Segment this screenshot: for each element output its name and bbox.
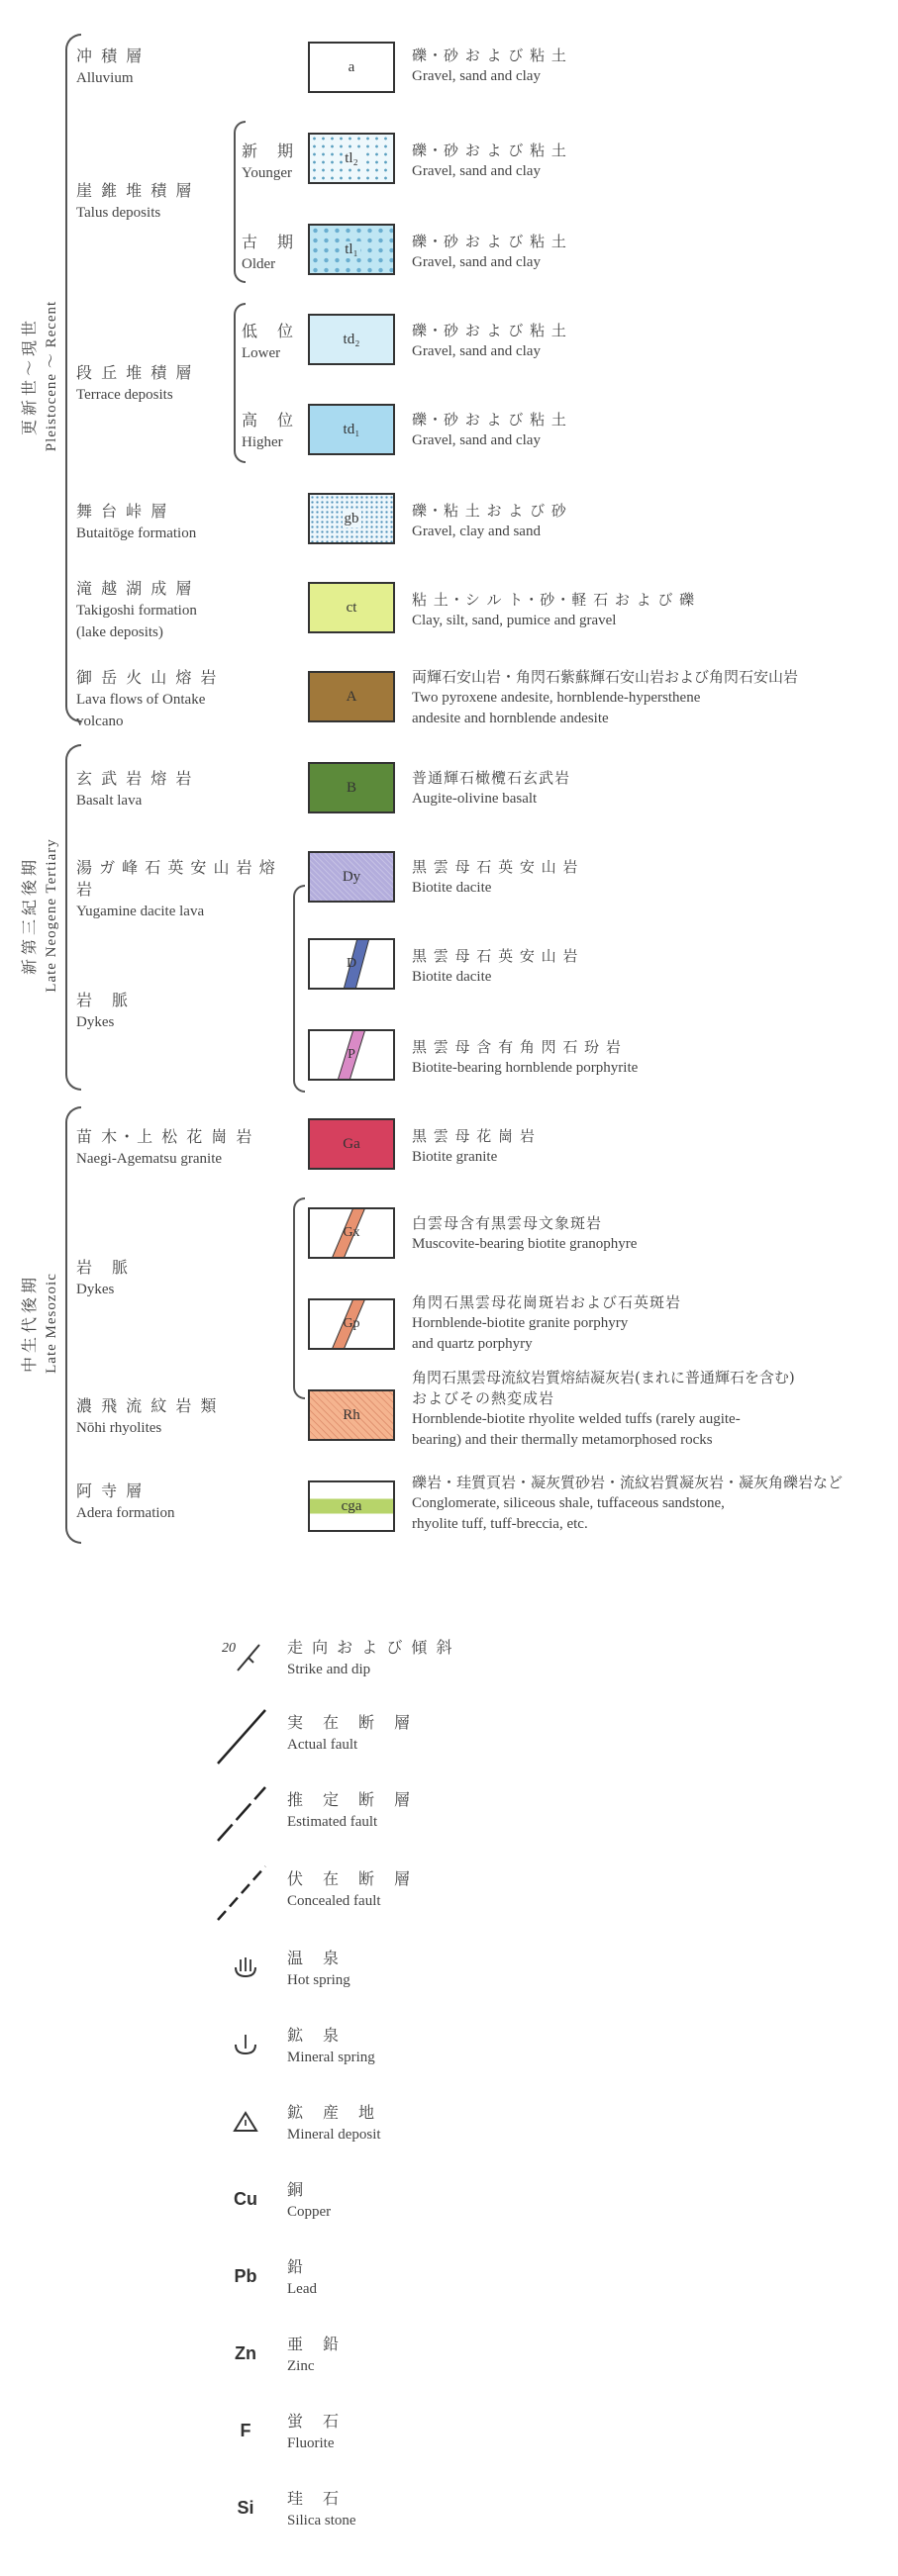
unit-symbol: a	[348, 58, 355, 75]
actual-fault-icon	[212, 1704, 271, 1767]
symbol-f-desc	[287, 2411, 341, 2454]
unit-basalt-name	[76, 768, 294, 811]
unit-en: Dykes	[76, 1014, 115, 1030]
sub-lower	[242, 321, 301, 364]
symbol-hot-desc	[287, 1948, 350, 1991]
sub-jp: 新 期	[242, 142, 296, 160]
symbol-en: Fluorite	[287, 2435, 335, 2451]
unit-terrace-higher-desc	[412, 410, 887, 451]
dyke-p-box	[308, 1029, 395, 1081]
unit-ontake-name	[76, 667, 294, 732]
unit-dykes-neogene-name	[76, 990, 294, 1033]
dip-value: 20	[222, 1641, 236, 1656]
era-en: Pleistocene ～ Recent	[44, 300, 59, 452]
unit-talus-older-desc	[412, 232, 887, 273]
symbol-jp: 亜 鉛	[287, 2335, 342, 2353]
desc-jp: 礫・砂 お よ び 粘 土	[412, 47, 567, 64]
desc-en: Muscovite-bearing biotite granophyre	[412, 1236, 638, 1252]
symbol-en: Actual fault	[287, 1737, 358, 1753]
unit-nohi-desc	[412, 1368, 887, 1451]
desc-en2: and quartz porphyry	[412, 1336, 533, 1352]
desc-jp: 普通輝石橄欖石玄武岩	[412, 769, 571, 787]
unit-symbol: D	[346, 956, 357, 971]
unit-alluvium-desc	[412, 46, 887, 87]
desc-en: Gravel, sand and clay	[412, 343, 541, 359]
unit-symbol: Ga	[343, 1135, 360, 1152]
era-label-neogene	[19, 838, 62, 992]
desc-en: Biotite dacite	[412, 880, 492, 896]
dyke-gx-box	[308, 1207, 395, 1259]
dyke-d-desc	[412, 946, 887, 988]
unit-naegi-box	[308, 1118, 395, 1170]
symbol-jp: 推 定 断 層	[287, 1790, 413, 1809]
symbol-deposit-desc	[287, 2102, 381, 2146]
unit-en: Adera formation	[76, 1505, 175, 1521]
zinc-symbol: Zn	[235, 2342, 256, 2363]
unit-talus-younger-desc	[412, 141, 887, 182]
sub-jp: 高 位	[242, 411, 296, 429]
desc-en: Hornblende-biotite rhyolite welded tuffs (rarely augite-	[412, 1411, 741, 1427]
sub-en: Lower	[242, 345, 281, 361]
desc-jp: 黒 雲 母 石 英 安 山 岩	[412, 947, 579, 965]
desc-en: Gravel, sand and clay	[412, 68, 541, 84]
desc-jp: 黒 雲 母 石 英 安 山 岩	[412, 858, 579, 876]
unit-basalt-desc	[412, 768, 887, 810]
desc-jp: 粘 土・シ ル ト・砂・軽 石 お よ び 礫	[412, 591, 696, 609]
unit-talus-older-box	[308, 224, 395, 275]
unit-symbol: td₁	[343, 421, 360, 437]
unit-symbol: Gx	[343, 1225, 360, 1240]
unit-butaitoge-box	[308, 493, 395, 544]
unit-symbol: tl₂	[345, 149, 358, 166]
unit-symbol: A	[346, 688, 357, 705]
desc-jp: 両輝石安山岩・角閃石紫蘇輝石安山岩および角閃石安山岩	[412, 668, 799, 686]
unit-naegi-name	[76, 1126, 294, 1170]
unit-jp: 段 丘 堆 積 層	[76, 363, 194, 382]
symbol-jp: 銅	[287, 2180, 306, 2199]
unit-basalt-box	[308, 762, 395, 813]
strike-dip-icon	[216, 1637, 275, 1676]
unit-alluvium-name	[76, 46, 294, 89]
fluorite-symbol: F	[240, 2420, 251, 2440]
unit-jp: 岩 脈	[76, 1258, 131, 1277]
symbol-jp: 走 向 お よ び 傾 斜	[287, 1638, 454, 1657]
estimated-fault-icon	[212, 1781, 271, 1845]
symbol-strike-desc	[287, 1637, 454, 1680]
desc-en: Clay, silt, sand, pumice and gravel	[412, 613, 617, 628]
unit-en: Butaitōge formation	[76, 525, 197, 541]
unit-en: Takigoshi formation	[76, 603, 197, 619]
unit-butaitoge-name	[76, 501, 294, 544]
unit-terrace-lower-box	[308, 314, 395, 365]
era-jp: 更新世～現世	[20, 317, 39, 436]
sub-brace-dykes-neogene	[293, 885, 305, 1093]
desc-en: Gravel, sand and clay	[412, 163, 541, 179]
unit-takigoshi-box	[308, 582, 395, 633]
unit-butaitoge-desc	[412, 501, 887, 542]
unit-jp: 岩 脈	[76, 991, 131, 1009]
unit-symbol: Dy	[342, 868, 361, 885]
symbol-jp: 鉱 産 地	[287, 2103, 377, 2122]
unit-jp: 舞 台 峠 層	[76, 502, 169, 521]
dyke-d-box	[308, 938, 395, 990]
dyke-gp-box	[308, 1298, 395, 1350]
unit-en: Yugamine dacite lava	[76, 904, 205, 919]
unit-en: Naegi-Agematsu granite	[76, 1151, 223, 1167]
unit-symbol: P	[348, 1047, 355, 1062]
copper-symbol: Cu	[234, 2188, 257, 2209]
unit-en: Basalt lava	[76, 793, 143, 809]
unit-adera-name	[76, 1480, 294, 1524]
unit-ontake-box	[308, 671, 395, 722]
desc-en: Gravel, sand and clay	[412, 432, 541, 448]
unit-en: Dykes	[76, 1282, 115, 1297]
sub-higher	[242, 410, 301, 453]
symbol-cu-desc	[287, 2179, 331, 2223]
unit-symbol: gb	[344, 510, 359, 526]
symbol-jp: 鉱 泉	[287, 2026, 342, 2045]
unit-en: Terrace deposits	[76, 387, 173, 403]
desc-jp: 角閃石黒雲母花崗斑岩および石英斑岩	[412, 1293, 682, 1311]
unit-talus-name	[76, 180, 294, 224]
era-en: Late Mesozoic	[44, 1273, 59, 1374]
desc-en: Gravel, clay and sand	[412, 524, 541, 539]
desc-jp: 角閃石黒雲母流紋岩質熔結凝灰岩(まれに普通輝石を含む)	[412, 1369, 795, 1386]
symbol-en: Concealed fault	[287, 1893, 381, 1909]
symbol-en: Zinc	[287, 2358, 315, 2374]
symbol-en: Copper	[287, 2204, 332, 2220]
symbol-mineral-spring-desc	[287, 2025, 375, 2068]
symbol-concealed-desc	[287, 1868, 412, 1912]
unit-dykes-meso-name	[76, 1257, 294, 1300]
dyke-p-desc	[412, 1037, 887, 1079]
unit-en2: volcano	[76, 714, 124, 729]
sub-younger	[242, 141, 301, 184]
desc-jp: 礫・砂 お よ び 粘 土	[412, 411, 567, 429]
symbol-en: Estimated fault	[287, 1814, 378, 1830]
sub-brace-dykes-meso	[293, 1197, 305, 1399]
desc-jp: 礫・粘 土 お よ び 砂	[412, 502, 567, 520]
desc-en: Augite-olivine basalt	[412, 791, 538, 807]
sub-older	[242, 232, 301, 275]
unit-jp: 崖 錐 堆 積 層	[76, 181, 194, 200]
silica-symbol: Si	[237, 2497, 254, 2518]
symbol-zn-desc	[287, 2334, 341, 2377]
unit-terrace-name	[76, 362, 294, 406]
unit-ontake-desc	[412, 667, 887, 729]
desc-en: Biotite dacite	[412, 969, 492, 985]
unit-jp: 滝 越 湖 成 層	[76, 579, 194, 598]
desc-en: Conglomerate, siliceous shale, tuffaceous sandstone,	[412, 1495, 725, 1511]
unit-symbol: cga	[341, 1497, 362, 1514]
unit-en2: (lake deposits)	[76, 624, 163, 640]
era-jp: 中生代後期	[20, 1274, 39, 1374]
unit-yugamine-box	[308, 851, 395, 903]
unit-en: Talus deposits	[76, 205, 161, 221]
symbol-en: Silica stone	[287, 2513, 356, 2528]
symbol-jp: 鉛	[287, 2257, 306, 2276]
sub-en: Older	[242, 256, 276, 272]
symbol-jp: 実 在 断 層	[287, 1713, 413, 1732]
desc-jp: 白雲母含有黒雲母文象斑岩	[412, 1214, 603, 1232]
lead-symbol: Pb	[234, 2265, 257, 2286]
concealed-fault-icon	[212, 1860, 271, 1924]
unit-symbol: ct	[346, 599, 357, 616]
symbol-en: Hot spring	[287, 1972, 350, 1988]
unit-symbol: Rh	[343, 1406, 360, 1423]
unit-yugamine-name	[76, 857, 294, 922]
desc-jp: 礫・砂 お よ び 粘 土	[412, 142, 567, 159]
unit-nohi-box	[308, 1389, 395, 1441]
symbol-jp: 珪 石	[287, 2489, 342, 2508]
symbol-en: Mineral deposit	[287, 2127, 381, 2143]
unit-en: Nōhi rhyolites	[76, 1420, 162, 1436]
desc-jp: 礫・砂 お よ び 粘 土	[412, 233, 567, 250]
unit-takigoshi-name	[76, 578, 294, 643]
unit-adera-desc	[412, 1473, 887, 1535]
symbol-en: Mineral spring	[287, 2050, 375, 2065]
desc-en: Two pyroxene andesite, hornblende-hypersthene	[412, 690, 701, 706]
mineral-deposit-icon	[216, 2102, 275, 2142]
desc-jp: 黒 雲 母 花 崗 岩	[412, 1127, 536, 1145]
unit-jp: 苗 木・上 松 花 崗 岩	[76, 1127, 254, 1146]
symbol-pb-desc	[287, 2256, 317, 2300]
unit-alluvium-box	[308, 42, 395, 93]
unit-symbol: tl₁	[345, 240, 358, 257]
unit-symbol: Gp	[343, 1316, 360, 1331]
sub-jp: 古 期	[242, 233, 296, 251]
era-label-pleistocene	[19, 301, 62, 451]
desc-en: Hornblende-biotite granite porphyry	[412, 1315, 629, 1331]
unit-jp: 冲 積 層	[76, 47, 145, 65]
unit-terrace-lower-desc	[412, 321, 887, 362]
desc-jp: 黒 雲 母 含 有 角 閃 石 玢 岩	[412, 1038, 622, 1056]
desc-jp2: およびその熱変成岩	[412, 1389, 555, 1407]
sub-en: Younger	[242, 165, 292, 181]
symbol-en: Strike and dip	[287, 1662, 371, 1677]
unit-symbol: td₂	[343, 331, 360, 347]
hot-spring-icon	[216, 1948, 275, 1987]
era-label-mesozoic	[19, 1273, 62, 1374]
unit-jp: 湯 ガ 峰 石 英 安 山 岩 熔 岩	[76, 858, 276, 899]
symbol-en: Lead	[287, 2281, 317, 2297]
unit-nohi-name	[76, 1395, 294, 1439]
desc-en2: bearing) and their thermally metamorphosed rocks	[412, 1432, 713, 1448]
desc-jp: 礫・砂 お よ び 粘 土	[412, 322, 567, 339]
unit-naegi-desc	[412, 1126, 887, 1168]
symbol-estimated-desc	[287, 1789, 412, 1833]
unit-talus-younger-box	[308, 133, 395, 184]
symbol-si-desc	[287, 2488, 356, 2531]
era-en: Late Neogene Tertiary	[44, 838, 59, 993]
unit-jp: 御 岳 火 山 熔 岩	[76, 668, 219, 687]
symbol-jp: 伏 在 断 層	[287, 1869, 413, 1888]
unit-jp: 濃 飛 流 紋 岩 類	[76, 1396, 219, 1415]
unit-takigoshi-desc	[412, 590, 887, 631]
era-brace-mesozoic	[65, 1106, 81, 1544]
unit-terrace-higher-box	[308, 404, 395, 455]
desc-en2: andesite and hornblende andesite	[412, 711, 609, 726]
symbol-actual-desc	[287, 1712, 412, 1756]
sub-en: Higher	[242, 434, 283, 450]
symbol-jp: 蛍 石	[287, 2412, 342, 2431]
desc-en2: rhyolite tuff, tuff-breccia, etc.	[412, 1516, 588, 1532]
unit-jp: 玄 武 岩 熔 岩	[76, 769, 194, 788]
unit-adera-box	[308, 1480, 395, 1532]
unit-symbol: B	[346, 779, 356, 796]
sub-jp: 低 位	[242, 322, 296, 340]
desc-jp: 礫岩・珪質頁岩・凝灰質砂岩・流紋岩質凝灰岩・凝灰角礫岩など	[412, 1474, 844, 1491]
unit-yugamine-desc	[412, 857, 887, 899]
mineral-spring-icon	[216, 2025, 275, 2064]
symbol-jp: 温 泉	[287, 1949, 342, 1967]
era-jp: 新第三紀後期	[20, 856, 39, 976]
unit-en: Lava flows of Ontake	[76, 692, 206, 708]
desc-en: Biotite granite	[412, 1149, 498, 1165]
unit-jp: 阿 寺 層	[76, 1481, 145, 1500]
dyke-gp-desc	[412, 1292, 887, 1355]
desc-en: Biotite-bearing hornblende porphyrite	[412, 1060, 639, 1076]
dyke-gx-desc	[412, 1213, 887, 1255]
desc-en: Gravel, sand and clay	[412, 254, 541, 270]
unit-en: Alluvium	[76, 70, 134, 86]
